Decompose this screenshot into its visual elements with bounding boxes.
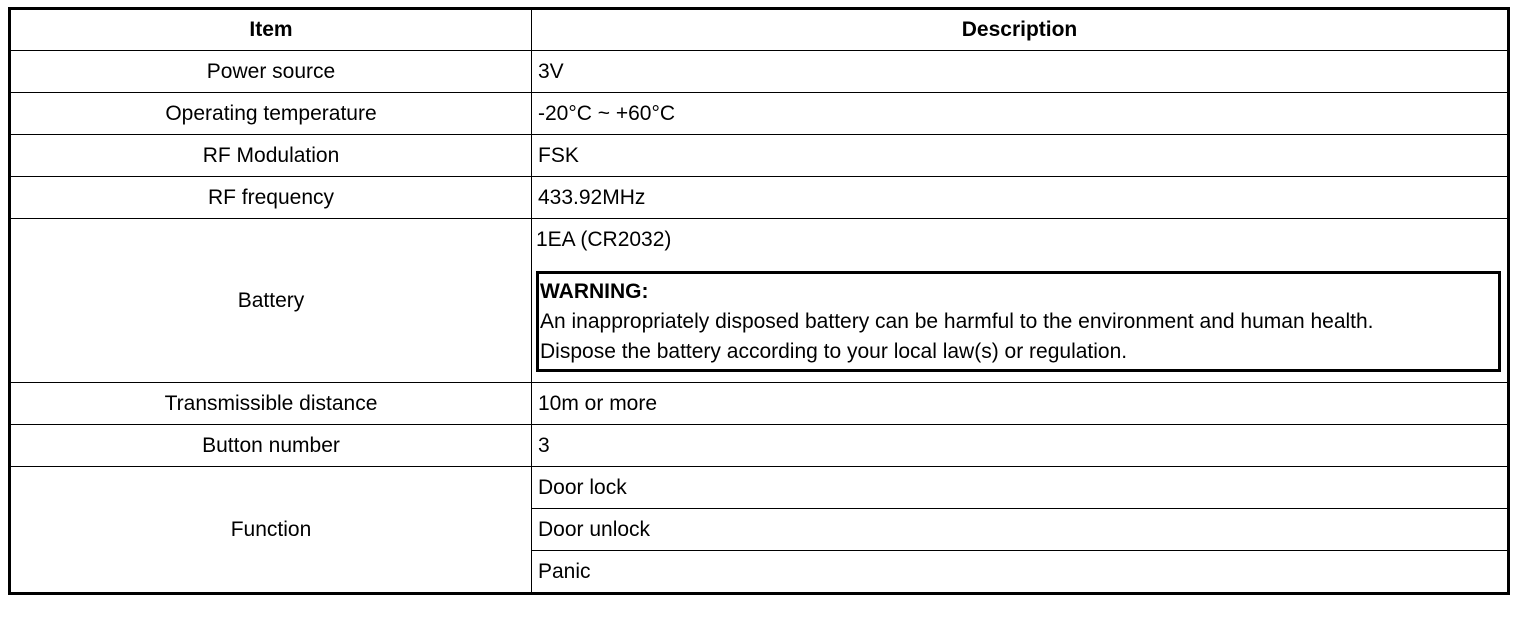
warning-text-line-1: An inappropriately disposed battery can be harmful to the environment and human health. <box>540 310 1374 333</box>
table-row <box>10 383 1509 425</box>
warning-box <box>536 271 1501 372</box>
column-header-description: Description <box>532 9 1509 51</box>
item-cell-operating-temperature: Operating temperature <box>10 93 532 135</box>
description-cell-operating-temperature: -20°C ~ +60°C <box>532 93 1509 135</box>
column-header-item: Item <box>10 9 532 51</box>
item-cell-rf-modulation: RF Modulation <box>10 135 532 177</box>
description-cell-function-door-lock: Door lock <box>532 467 1509 509</box>
table-row <box>10 51 1509 93</box>
table-row <box>10 93 1509 135</box>
warning-title: WARNING: <box>540 280 649 303</box>
description-cell-rf-modulation: FSK <box>532 135 1509 177</box>
description-cell-transmissible-distance: 10m or more <box>532 383 1509 425</box>
description-cell-button-number: 3 <box>532 425 1509 467</box>
table-row <box>10 177 1509 219</box>
warning-text-line-2: Dispose the battery according to your local law(s) or regulation. <box>540 340 1128 363</box>
description-cell-power-source: 3V <box>532 51 1509 93</box>
item-cell-rf-frequency: RF frequency <box>10 177 532 219</box>
table-header-row <box>10 9 1509 51</box>
description-cell-function-door-unlock: Door unlock <box>532 509 1509 551</box>
description-cell-battery <box>532 219 1509 383</box>
description-cell-rf-frequency: 433.92MHz <box>532 177 1509 219</box>
table-row <box>10 425 1509 467</box>
item-cell-button-number: Button number <box>10 425 532 467</box>
item-cell-battery: Battery <box>10 219 532 383</box>
table-row <box>10 219 1509 383</box>
table-row <box>10 135 1509 177</box>
description-cell-function-panic: Panic <box>532 551 1509 594</box>
item-cell-function: Function <box>10 467 532 594</box>
table-row <box>10 467 1509 509</box>
specification-table <box>8 7 1510 595</box>
item-cell-power-source: Power source <box>10 51 532 93</box>
item-cell-transmissible-distance: Transmissible distance <box>10 383 532 425</box>
battery-spec: 1EA (CR2032) <box>536 228 672 251</box>
